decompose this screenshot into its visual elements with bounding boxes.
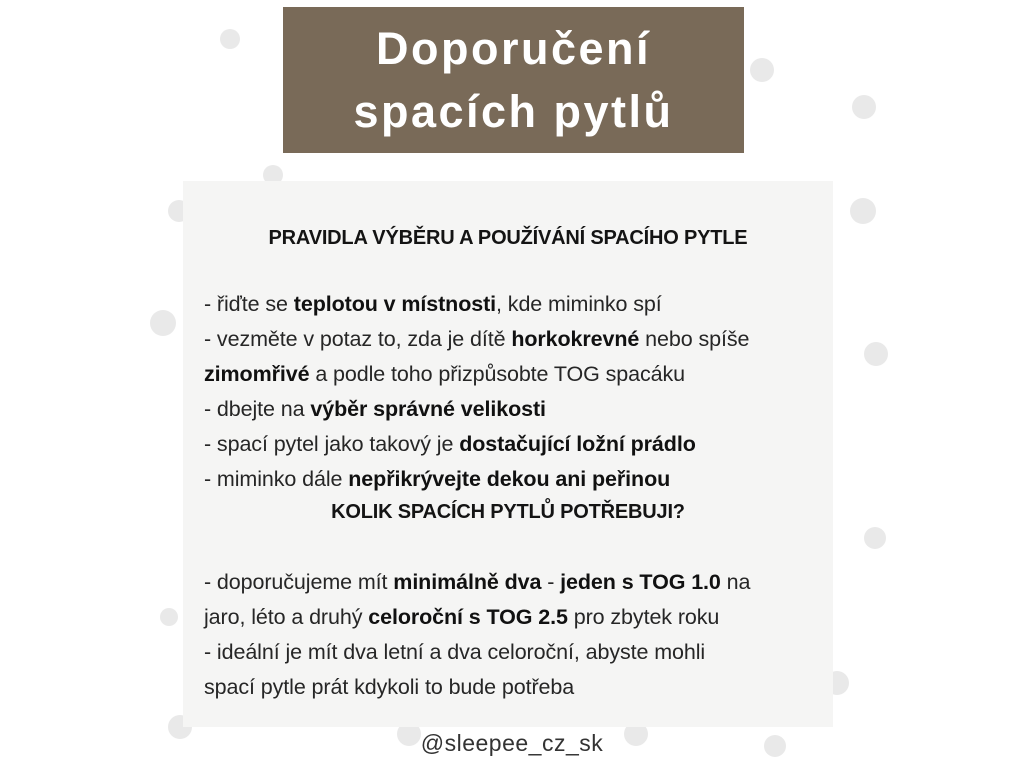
decorative-dot — [852, 95, 876, 119]
text-line: - miminko dále nepřikrývejte dekou ani peřinou — [204, 467, 671, 491]
content-card — [183, 181, 833, 727]
title-banner — [283, 7, 744, 153]
text-line: - ideální je mít dva letní a dva celoroční, abyste mohli — [204, 640, 706, 664]
instagram-handle: @sleepee_cz_sk — [420, 730, 604, 756]
section-heading-rules: PRAVIDLA VÝBĚRU A POUŽÍVÁNÍ SPACÍHO PYTLE — [268, 227, 748, 249]
text-line: spací pytle prát kdykoli to bude potřeba — [204, 675, 575, 699]
rules-text-block — [204, 287, 812, 497]
text-line: jaro, léto a druhý celoroční s TOG 2.5 pro zbytek roku — [204, 605, 720, 629]
text-line: - dbejte na výběr správné velikosti — [204, 397, 546, 421]
decorative-dot — [150, 310, 176, 336]
text-line: - spací pytel jako takový je dostačující ložní prádlo — [204, 432, 696, 456]
decorative-dot — [850, 198, 876, 224]
decorative-dot — [220, 29, 240, 49]
text-line: zimomřivé a podle toho přizpůsobte TOG spacáku — [204, 362, 686, 386]
decorative-dot — [160, 608, 178, 626]
decorative-dot — [864, 342, 888, 366]
quantity-text-block — [204, 565, 812, 705]
page-title-line-2: spacích pytlů — [353, 86, 674, 137]
decorative-dot — [750, 58, 774, 82]
text-line: - řiďte se teplotou v místnosti, kde miminko spí — [204, 292, 662, 316]
text-line: - vezměte v potaz to, zda je dítě horkokrevné nebo spíše — [204, 327, 750, 351]
page-title-line-1: Doporučení — [375, 23, 651, 74]
section-heading-quantity: KOLIK SPACÍCH PYTLŮ POTŘEBUJI? — [331, 501, 685, 523]
text-line: - doporučujeme mít minimálně dva - jeden s TOG 1.0 na — [204, 570, 751, 594]
decorative-dot — [864, 527, 886, 549]
